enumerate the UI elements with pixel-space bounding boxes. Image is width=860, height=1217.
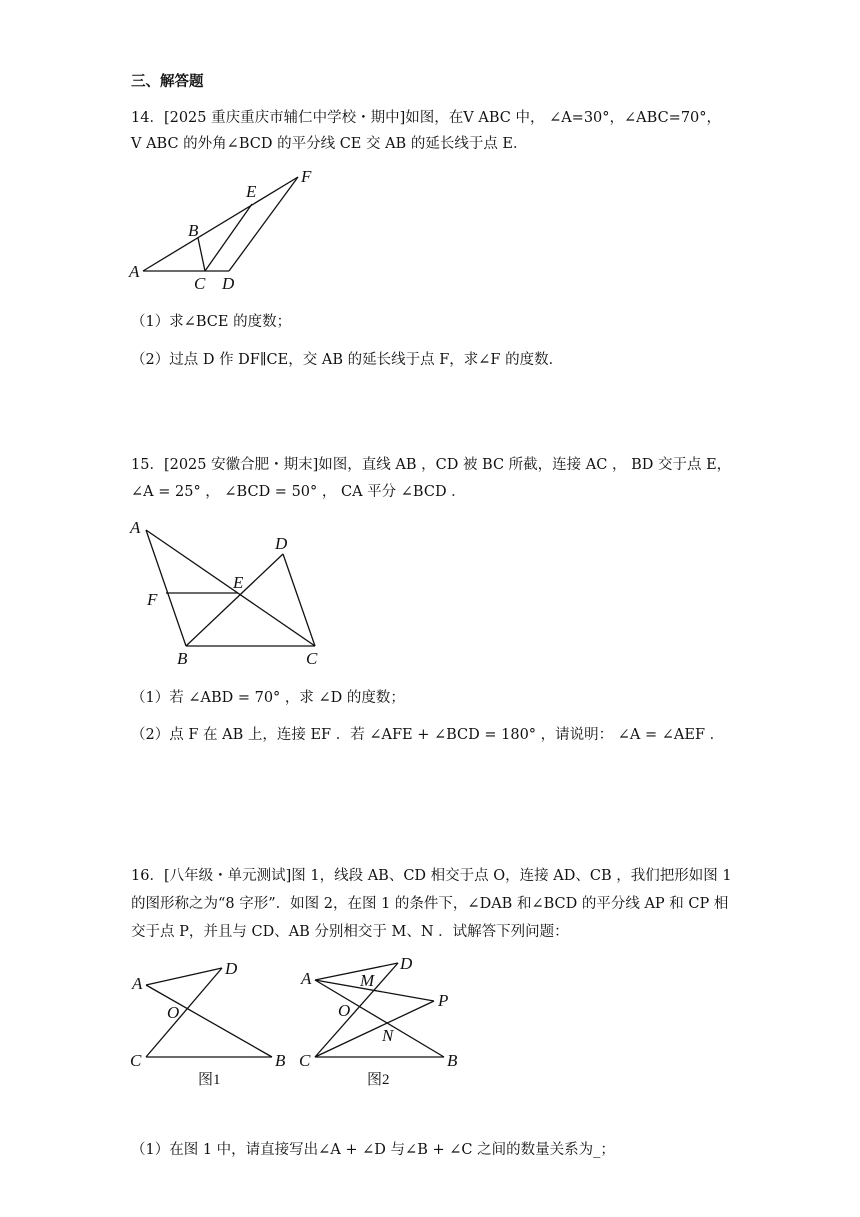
q16-fig1-segment-DC (146, 968, 222, 1057)
q16-fig2-label-A: A (301, 969, 312, 988)
q15-label-E: E (233, 573, 244, 592)
q14-part2: （2）过点 D 作 DF∥CE，交 AB 的延长线于点 F，求∠F 的度数． (131, 352, 564, 368)
q14-stem-line2: V ABC 的外角∠BCD 的平分线 CE 交 AB 的延长线于点 E． (131, 136, 528, 152)
q14-segment-DF (229, 177, 298, 271)
q16-fig2-caption: 图2 (367, 1072, 390, 1088)
q16-fig2-label-D: D (400, 955, 413, 973)
q16-figure-2 (295, 955, 470, 1090)
q16-stem-line1: 16．[八年级・单元测试]图 1，线段 AB、CD 相交于点 O，连接 AD、CB ，我们把形如图 1 (131, 868, 732, 884)
q14-figure (125, 165, 325, 295)
q16-fig2-segment-CP (315, 1001, 434, 1057)
q15-segment-AB (146, 530, 186, 646)
q16-fig1-label-B: B (275, 1051, 286, 1070)
q14-label-E: E (246, 182, 257, 201)
q15-segment-DC (283, 554, 315, 646)
q14-segment-AF (143, 177, 298, 271)
q15-label-C: C (306, 649, 318, 668)
q16-fig1-segment-AD (146, 968, 222, 985)
q16-fig1-label-A: A (132, 974, 143, 993)
q14-label-C: C (194, 274, 206, 293)
q15-part2: （2）点 F 在 AB 上，连接 EF ．若 ∠AFE + ∠BCD = 180° ，请说明： ∠A = ∠AEF ． (131, 727, 725, 743)
q15-label-B: B (177, 649, 188, 668)
q16-fig1-segment-AB (146, 985, 272, 1057)
q14-segment-BC (198, 238, 205, 271)
q16-fig1-label-D: D (225, 959, 238, 978)
q15-part1: （1）若 ∠ABD = 70° ，求 ∠D 的度数； (131, 690, 405, 706)
q14-label-A: A (129, 262, 140, 281)
q16-figure-1 (125, 955, 300, 1090)
q15-segment-AC (146, 530, 315, 646)
q15-label-D: D (275, 534, 288, 553)
q16-fig2-label-N: N (382, 1026, 394, 1045)
q16-stem-line2: 的图形称之为“8 字形”．如图 2，在图 1 的条件下，∠DAB 和∠BCD 的平分线 AP 和 CP 相 (131, 896, 729, 912)
q16-fig2-label-P: P (438, 991, 449, 1010)
q16-fig2-label-C: C (299, 1051, 311, 1070)
q14-part1: （1）求∠BCE 的度数； (131, 314, 292, 330)
q14-stem-line1: 14．[2025 重庆重庆市辅仁中学校・期中]如图，在V ABC 中， ∠A=30°，∠ABC=70°， (131, 110, 722, 126)
q16-fig1-caption: 图1 (198, 1072, 221, 1088)
q15-figure (125, 515, 335, 670)
section-title: 三、解答题 (131, 74, 204, 90)
q14-label-F: F (301, 167, 312, 186)
q14-label-D: D (222, 274, 235, 293)
q15-label-F: F (147, 590, 158, 609)
q16-fig2-label-B: B (447, 1051, 458, 1070)
q15-label-A: A (130, 518, 141, 537)
q16-stem-line3: 交于点 P，并且与 CD、AB 分别相交于 M、N ．试解答下列问题： (131, 924, 569, 940)
q16-fig2-label-M: M (360, 971, 375, 990)
q16-part1: （1）在图 1 中，请直接写出∠A + ∠D 与∠B + ∠C 之间的数量关系为_； (131, 1142, 615, 1158)
q14-label-B: B (188, 221, 199, 240)
q15-stem-line2: ∠A = 25° ， ∠BCD = 50° ， CA 平分 ∠BCD ． (131, 484, 466, 500)
q16-fig2-label-O: O (338, 1001, 351, 1020)
q15-stem-line1: 15．[2025 安徽合肥・期末]如图，直线 AB ，CD 被 BC 所截，连接 AC ， BD 交于点 E， (131, 457, 732, 473)
q16-fig1-label-C: C (130, 1051, 142, 1070)
q16-fig1-label-O: O (167, 1003, 180, 1022)
q14-segment-CE (205, 204, 252, 271)
